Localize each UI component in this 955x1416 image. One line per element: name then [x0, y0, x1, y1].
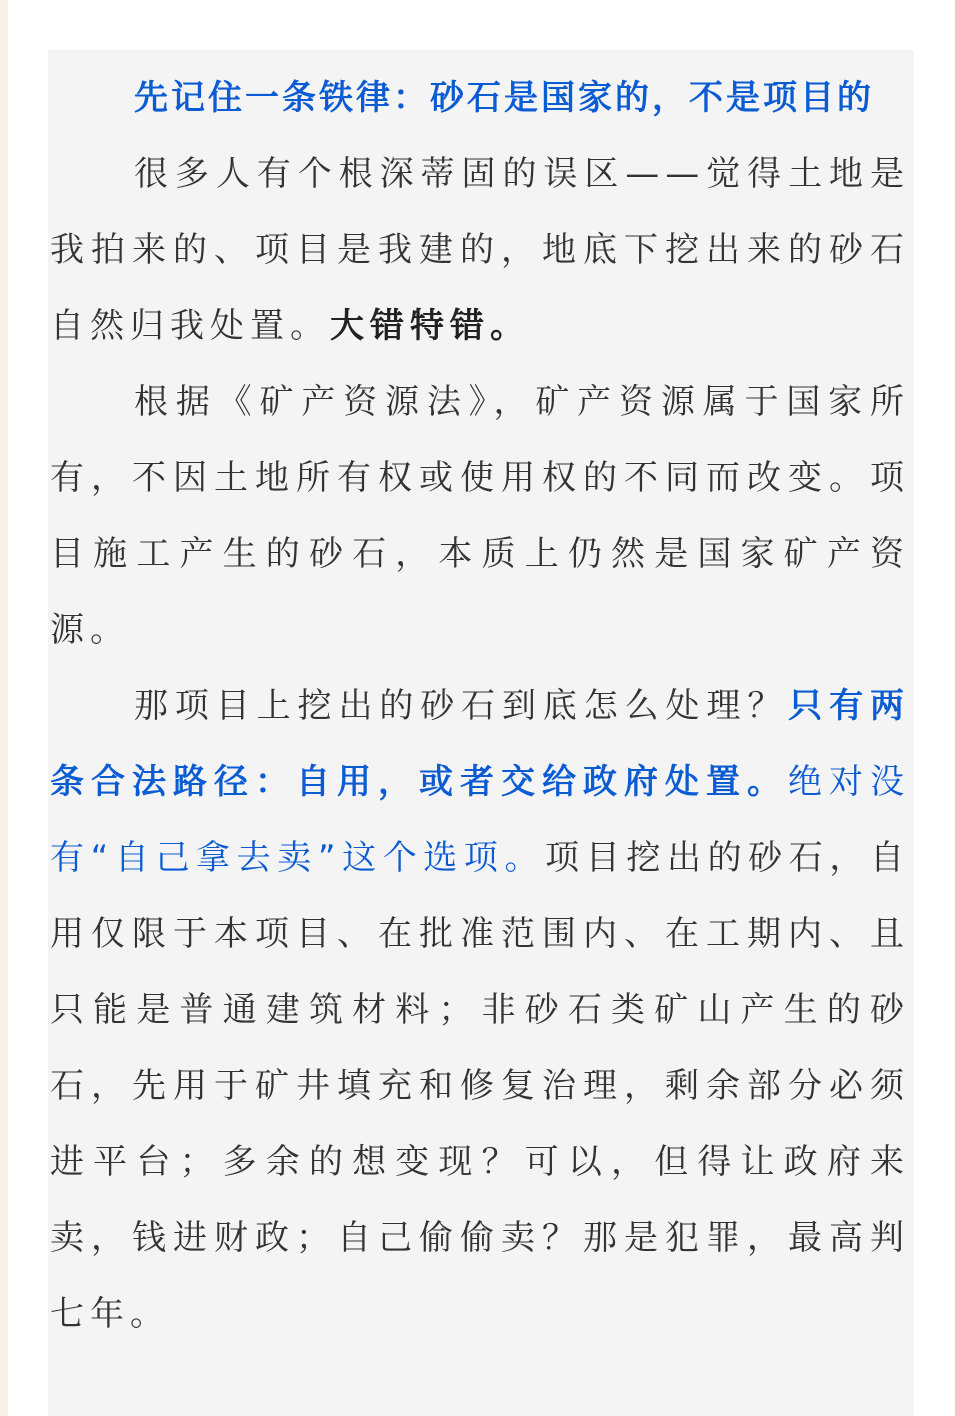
- highlight-no-selling: 绝对没有“自己拿去卖”这个选项。: [50, 762, 910, 878]
- paragraph-misconception: [50, 136, 910, 364]
- paragraph-paths-lead: 那项目上挖出的砂石到底怎么处理？: [134, 686, 789, 726]
- paragraph-law-text: 根据《矿产资源法》，矿产资源属于国家所有，不因土地所有权或使用权的不同而改变。项目施工产生的砂石，本质上仍然是国家矿产资源。: [50, 382, 910, 650]
- page-edge-strip: [0, 0, 8, 1416]
- paragraph-law: [50, 364, 910, 668]
- paragraph-paths-rest: 项目挖出的砂石，自用仅限于本项目、在批准范围内、在工期内、且只能是普通建筑材料；非砂石类矿山产生的砂石，先用于矿井填充和修复治理，剩余部分必须进平台；多余的想变现？可以，但得让政府来卖，钱进财政；自己偷偷卖？那是犯罪，最高判七年。: [50, 838, 911, 1334]
- paragraph-paths: [50, 668, 910, 1352]
- emphasis-wrong: 大错特错。: [330, 306, 530, 346]
- article-heading: 先记住一条铁律：砂石是国家的，不是项目的: [134, 78, 874, 118]
- paragraph-misconception-text: 很多人有个根深蒂固的误区——觉得土地是我拍来的、项目是我建的，地底下挖出来的砂石自然归我处置。: [50, 154, 910, 346]
- highlight-legal-paths: 只有两条合法路径：自用，或者交给政府处置。: [50, 686, 911, 802]
- article-panel: [48, 50, 914, 1416]
